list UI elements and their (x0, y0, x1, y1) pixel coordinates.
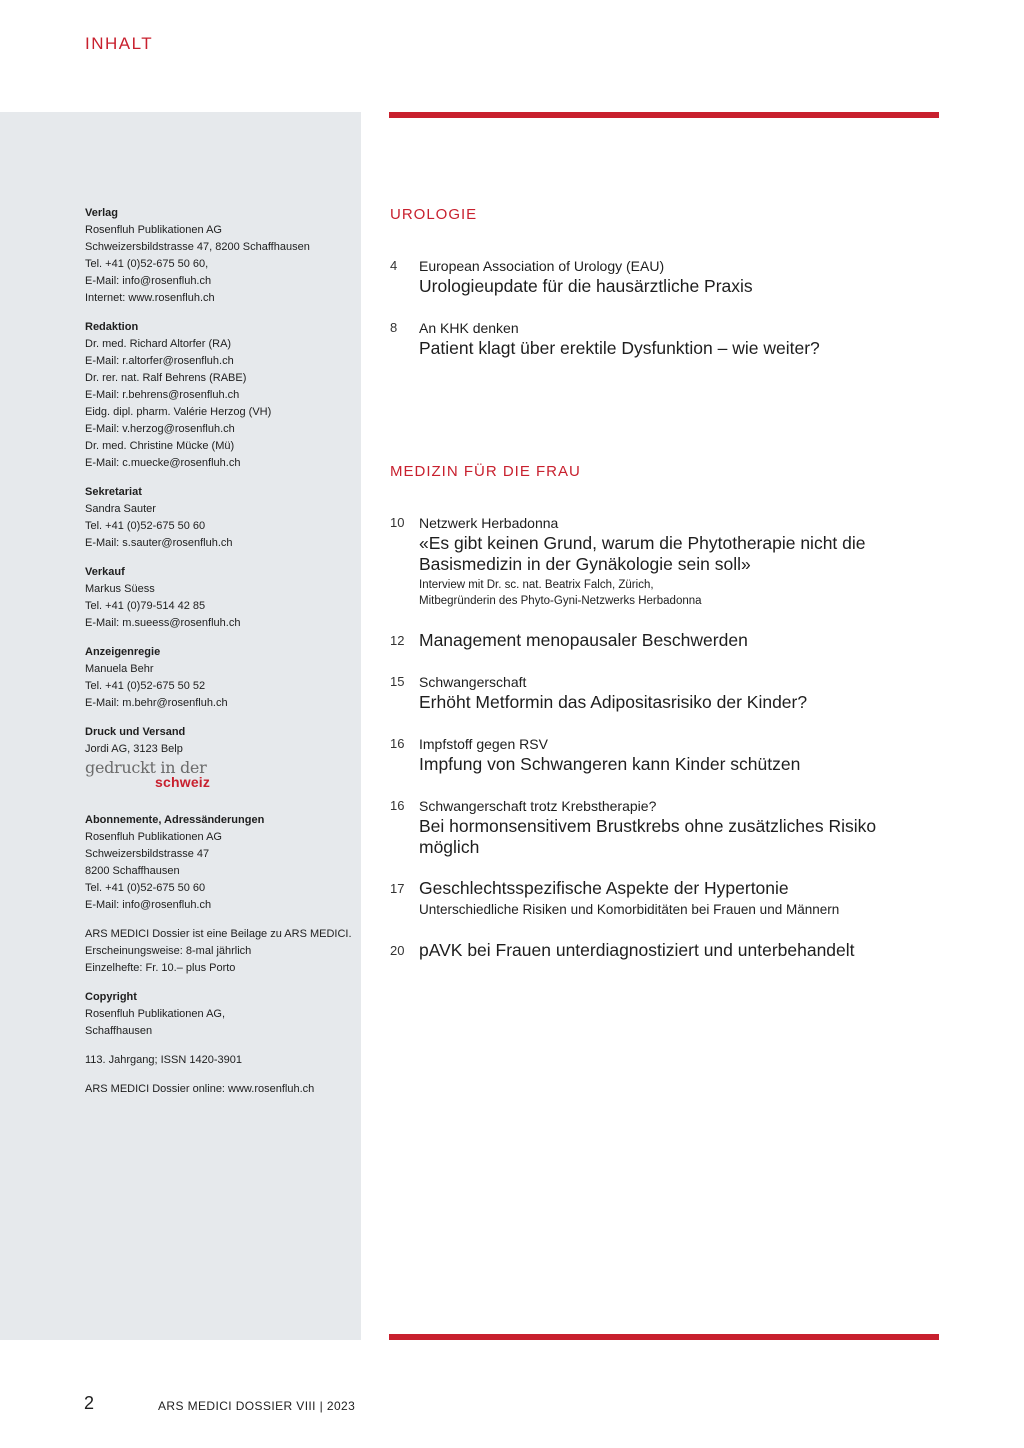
toc-page-number: 16 (390, 736, 405, 751)
imprint-block-verkauf (85, 564, 355, 632)
toc-page-number: 12 (390, 633, 405, 648)
imprint (85, 205, 355, 1110)
imprint-line: E-Mail: info@rosenfluh.ch (85, 899, 212, 911)
toc-entry[interactable] (390, 630, 930, 651)
section-title-medizin-fuer-die-frau: MEDIZIN FÜR DIE FRAU (390, 463, 581, 480)
imprint-line: Internet: www.rosenfluh.ch (85, 292, 215, 304)
imprint-line: E-Mail: info@rosenfluh.ch (85, 275, 212, 287)
imprint-line: ARS MEDICI Dossier ist eine Beilage zu ARS MEDICI. (85, 928, 352, 940)
imprint-heading: Druck und Versand (85, 726, 186, 738)
imprint-line: E-Mail: m.behr@rosenfluh.ch (85, 697, 228, 709)
toc-entry[interactable] (390, 672, 930, 713)
toc-kicker: Impfstoff gegen RSV (419, 736, 548, 752)
toc-page-number: 8 (390, 320, 398, 335)
imprint-line: Rosenfluh Publikationen AG (85, 224, 222, 236)
footer-publication: ARS MEDICI DOSSIER VIII | 2023 (158, 1399, 356, 1413)
imprint-line: Tel. +41 (0)52-675 50 60 (85, 882, 206, 894)
imprint-line: 8200 Schaffhausen (85, 865, 180, 877)
toc-page-number: 15 (390, 674, 405, 689)
imprint-block-issn (85, 1052, 355, 1069)
imprint-block-abonnemente (85, 812, 355, 914)
imprint-block-beilage (85, 926, 355, 977)
toc-kicker: European Association of Urology (EAU) (419, 258, 665, 274)
imprint-block-redaktion (85, 319, 355, 472)
toc-entry[interactable] (390, 796, 930, 858)
toc-entry[interactable] (390, 940, 930, 961)
imprint-line: Manuela Behr (85, 663, 154, 675)
toc-kicker: Netzwerk Herbadonna (419, 515, 559, 531)
imprint-line: Schweizersbildstrasse 47 (85, 848, 210, 860)
imprint-block-sekretariat (85, 484, 355, 552)
imprint-line: Sandra Sauter (85, 503, 156, 515)
bottom-accent-bar (389, 1334, 939, 1340)
toc-title: pAVK bei Frauen unterdiagnostiziert und unterbehandelt (419, 940, 855, 960)
imprint-heading: Anzeigenregie (85, 646, 161, 658)
toc-entry[interactable] (390, 318, 930, 359)
imprint-line: Erscheinungsweise: 8-mal jährlich (85, 945, 252, 957)
imprint-line: Dr. med. Christine Mücke (Mü) (85, 440, 235, 452)
imprint-line: Tel. +41 (0)52-675 50 60, (85, 258, 209, 270)
imprint-line: Jordi AG, 3123 Belp (85, 743, 183, 755)
imprint-line: Schweizersbildstrasse 47, 8200 Schaffhausen (85, 241, 310, 253)
toc-title: Geschlechtsspezifische Aspekte der Hypertonie (419, 878, 789, 898)
imprint-heading: Redaktion (85, 321, 139, 333)
toc-page-number: 16 (390, 798, 405, 813)
imprint-line: Tel. +41 (0)52-675 50 60 (85, 520, 206, 532)
imprint-line: E-Mail: m.sueess@rosenfluh.ch (85, 617, 241, 629)
imprint-heading: Verkauf (85, 566, 125, 578)
imprint-block-anzeigenregie (85, 644, 355, 712)
toc-kicker: An KHK denken (419, 320, 519, 336)
imprint-heading: Verlag (85, 207, 119, 219)
logo-text-top: gedruckt in der (85, 758, 207, 777)
imprint-line: Rosenfluh Publikationen AG (85, 831, 222, 843)
toc-entry[interactable] (390, 734, 930, 775)
imprint-line: E-Mail: r.altorfer@rosenfluh.ch (85, 355, 234, 367)
page-title: INHALT (85, 34, 154, 53)
toc-kicker: Schwangerschaft (419, 674, 527, 690)
imprint-block-online (85, 1081, 355, 1098)
toc-title: Urologieupdate für die hausärztliche Praxis (419, 276, 753, 296)
imprint-line: E-Mail: c.muecke@rosenfluh.ch (85, 457, 241, 469)
section-title-urologie: UROLOGIE (390, 206, 478, 223)
toc-entry[interactable] (390, 513, 930, 609)
imprint-heading: Sekretariat (85, 486, 142, 498)
imprint-line: Dr. med. Richard Altorfer (RA) (85, 338, 232, 350)
imprint-line: E-Mail: r.behrens@rosenfluh.ch (85, 389, 240, 401)
toc-subtitle: Unterschiedliche Risiken und Komorbiditäten bei Frauen und Männern (419, 902, 840, 917)
imprint-block-druck (85, 724, 355, 788)
imprint-line: E-Mail: v.herzog@rosenfluh.ch (85, 423, 235, 435)
imprint-line: Markus Süess (85, 583, 155, 595)
toc-kicker: Schwangerschaft trotz Krebstherapie? (419, 798, 657, 814)
toc-title: Erhöht Metformin das Adipositasrisiko der Kinder? (419, 692, 808, 712)
imprint-line: E-Mail: s.sauter@rosenfluh.ch (85, 537, 233, 549)
imprint-line: Eidg. dipl. pharm. Valérie Herzog (VH) (85, 406, 272, 418)
logo-text-bottom: schweiz (155, 774, 211, 790)
toc-page-number: 10 (390, 515, 405, 530)
imprint-line: ARS MEDICI Dossier online: www.rosenfluh.ch (85, 1083, 315, 1095)
imprint-line: Schaffhausen (85, 1025, 153, 1037)
imprint-heading: Abonnemente, Adressänderungen (85, 814, 265, 826)
toc-title: Management menopausaler Beschwerden (419, 630, 748, 650)
toc-note: Interview mit Dr. sc. nat. Beatrix Falch, Zürich, Mitbegründerin des Phyto-Gyni-Netzwerks Herbadonna (419, 579, 702, 607)
toc-title: Patient klagt über erektile Dysfunktion – wie weiter? (419, 338, 820, 358)
toc-entry[interactable] (390, 878, 930, 920)
toc-page-number: 20 (390, 943, 405, 958)
imprint-line: Tel. +41 (0)52-675 50 52 (85, 680, 206, 692)
toc-page-number: 4 (390, 258, 398, 273)
toc-title: Bei hormonsensitivem Brustkrebs ohne zusätzliches Risiko möglich (419, 816, 877, 857)
imprint-line: Einzelhefte: Fr. 10.– plus Porto (85, 962, 236, 974)
footer-page-number: 2 (84, 1393, 95, 1413)
toc-title: «Es gibt keinen Grund, warum die Phytotherapie nicht die Basismedizin in der Gynäkologie sein soll» (419, 533, 866, 574)
top-accent-bar (389, 112, 939, 118)
toc-page-number: 17 (390, 881, 405, 896)
imprint-block-verlag (85, 205, 355, 307)
imprint-heading: Copyright (85, 991, 137, 1003)
imprint-block-copyright (85, 989, 355, 1040)
gedruckt-in-der-schweiz-logo (85, 760, 225, 788)
imprint-line: Tel. +41 (0)79-514 42 85 (85, 600, 206, 612)
toc-entry[interactable] (390, 256, 930, 297)
imprint-line: Dr. rer. nat. Ralf Behrens (RABE) (85, 372, 247, 384)
imprint-line: 113. Jahrgang; ISSN 1420-3901 (85, 1054, 242, 1066)
toc-title: Impfung von Schwangeren kann Kinder schützen (419, 754, 801, 774)
imprint-line: Rosenfluh Publikationen AG, (85, 1008, 226, 1020)
